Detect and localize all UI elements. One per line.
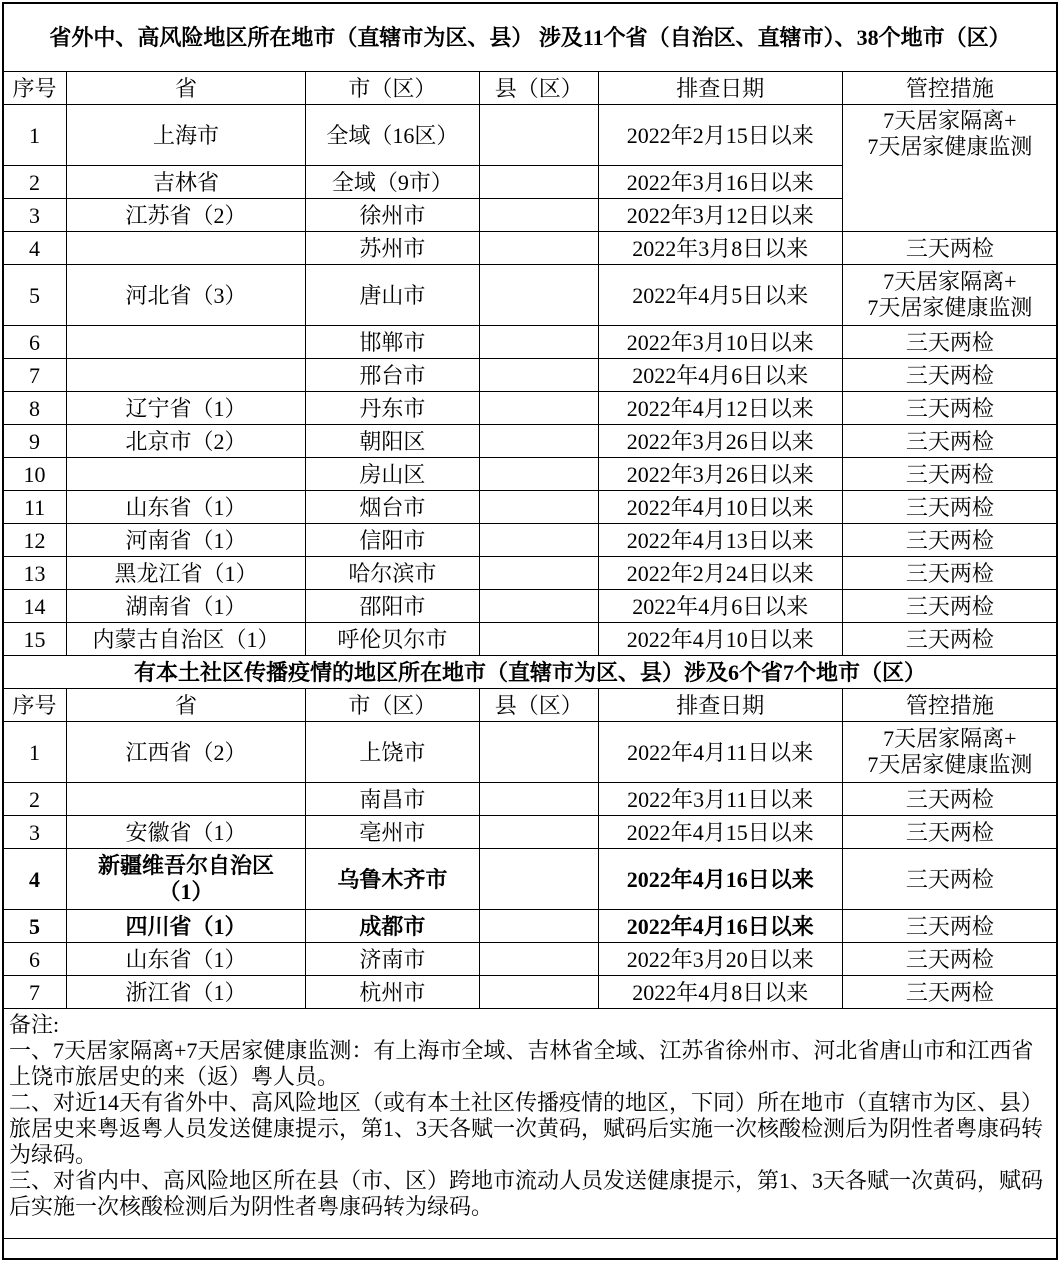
table-row: [3, 943, 1058, 976]
cell-city: 杭州市: [306, 976, 480, 1009]
cell-date: 2022年4月6日以来: [598, 359, 842, 392]
cell-province: 山东省（1）: [67, 491, 306, 524]
cell-no: 14: [3, 590, 67, 623]
cell-date: 2022年4月10日以来: [598, 623, 842, 656]
col-header-county: 县（区）: [479, 72, 598, 105]
cell-measure: 7天居家隔离+ 7天居家健康监测: [842, 105, 1057, 232]
col-header-measure: 管控措施: [842, 72, 1057, 105]
cell-measure: 三天两检: [842, 590, 1057, 623]
cell-province: 河北省（3）: [67, 265, 306, 326]
cell-county: [479, 199, 598, 232]
cell-province: 四川省（1）: [67, 910, 306, 943]
table-row: [3, 491, 1058, 524]
cell-measure: 三天两检: [842, 943, 1057, 976]
cell-province: [67, 232, 306, 265]
cell-province: 江西省（2）: [67, 722, 306, 783]
cell-city: 南昌市: [306, 783, 480, 816]
cell-measure: 三天两检: [842, 557, 1057, 590]
cell-province: 内蒙古自治区（1）: [67, 623, 306, 656]
cell-measure: 三天两检: [842, 910, 1057, 943]
table-row: [3, 458, 1058, 491]
table-row: [3, 105, 1058, 166]
cell-no: 6: [3, 943, 67, 976]
col-header-city: 市（区）: [306, 72, 480, 105]
cell-province: [67, 458, 306, 491]
notes-label: 备注:: [9, 1012, 60, 1037]
cell-county: [479, 359, 598, 392]
table-row: [3, 623, 1058, 656]
cell-city: 烟台市: [306, 491, 480, 524]
cell-county: [479, 105, 598, 166]
cell-city: 济南市: [306, 943, 480, 976]
cell-city: 成都市: [306, 910, 480, 943]
col-header-province: 省: [67, 689, 306, 722]
cell-measure: 7天居家隔离+ 7天居家健康监测: [842, 265, 1057, 326]
cell-date: 2022年2月24日以来: [598, 557, 842, 590]
cell-province: 北京市（2）: [67, 425, 306, 458]
cell-date: 2022年3月11日以来: [598, 783, 842, 816]
cell-no: 15: [3, 623, 67, 656]
cell-measure: 三天两检: [842, 976, 1057, 1009]
cell-province: 浙江省（1）: [67, 976, 306, 1009]
cell-city: 房山区: [306, 458, 480, 491]
cell-county: [479, 722, 598, 783]
cell-county: [479, 491, 598, 524]
note-item-1: 一、7天居家隔离+7天居家健康监测：有上海市全域、吉林省全域、江苏省徐州市、河北省唐山市和江西省上饶市旅居史的来（返）粤人员。: [9, 1038, 1034, 1089]
cell-no: 5: [3, 910, 67, 943]
cell-county: [479, 976, 598, 1009]
cell-measure: 三天两检: [842, 326, 1057, 359]
cell-date: 2022年4月6日以来: [598, 590, 842, 623]
note-item-2: 二、对近14天有省外中、高风险地区（或有本土社区传播疫情的地区，下同）所在地市（直辖市为区、县）旅居史来粤返粤人员发送健康提示，第1、3天各赋一次黄码，赋码后实施一次核酸检测后为阴性者粤康码转为绿码。: [9, 1090, 1044, 1167]
table-row: [3, 392, 1058, 425]
table-row: [3, 590, 1058, 623]
cell-province: 新疆维吾尔自治区 （1）: [67, 849, 306, 910]
notes-row: [3, 1009, 1058, 1239]
cell-city: 哈尔滨市: [306, 557, 480, 590]
cell-city: 邯郸市: [306, 326, 480, 359]
cell-no: 11: [3, 491, 67, 524]
cell-province: 辽宁省（1）: [67, 392, 306, 425]
cell-measure: 7天居家隔离+ 7天居家健康监测: [842, 722, 1057, 783]
cell-no: 13: [3, 557, 67, 590]
cell-province: 上海市: [67, 105, 306, 166]
cell-date: 2022年4月12日以来: [598, 392, 842, 425]
table-row: [3, 816, 1058, 849]
cell-province: 吉林省: [67, 166, 306, 199]
table-row: [3, 849, 1058, 910]
section2-title: 有本土社区传播疫情的地区所在地市（直辖市为区、县）涉及6个省7个地市（区）: [3, 656, 1058, 689]
cell-date: 2022年4月8日以来: [598, 976, 842, 1009]
section1-header-row: [3, 72, 1058, 105]
cell-city: 丹东市: [306, 392, 480, 425]
cell-city: 邵阳市: [306, 590, 480, 623]
cell-county: [479, 265, 598, 326]
cell-date: 2022年4月11日以来: [598, 722, 842, 783]
cell-county: [479, 623, 598, 656]
cell-measure: 三天两检: [842, 816, 1057, 849]
cell-measure: 三天两检: [842, 232, 1057, 265]
cell-county: [479, 392, 598, 425]
cell-city: 朝阳区: [306, 425, 480, 458]
cell-no: 1: [3, 722, 67, 783]
cell-measure: 三天两检: [842, 425, 1057, 458]
cell-province: [67, 326, 306, 359]
cell-no: 7: [3, 359, 67, 392]
col-header-no: 序号: [3, 72, 67, 105]
table-row: [3, 524, 1058, 557]
cell-county: [479, 816, 598, 849]
cell-city: 徐州市: [306, 199, 480, 232]
table-row: [3, 722, 1058, 783]
table-row: [3, 265, 1058, 326]
section2-title-row: [3, 656, 1058, 689]
table-row: [3, 232, 1058, 265]
cell-province: 湖南省（1）: [67, 590, 306, 623]
cell-date: 2022年3月20日以来: [598, 943, 842, 976]
cell-date: 2022年2月15日以来: [598, 105, 842, 166]
cell-county: [479, 326, 598, 359]
col-header-date: 排查日期: [598, 72, 842, 105]
cell-no: 4: [3, 849, 67, 910]
cell-city: 呼伦贝尔市: [306, 623, 480, 656]
cell-measure: 三天两检: [842, 849, 1057, 910]
table-row: [3, 910, 1058, 943]
col-header-no: 序号: [3, 689, 67, 722]
cell-county: [479, 425, 598, 458]
cell-measure: 三天两检: [842, 491, 1057, 524]
cell-date: 2022年4月13日以来: [598, 524, 842, 557]
cell-measure: 三天两检: [842, 623, 1057, 656]
cell-no: 12: [3, 524, 67, 557]
cell-province: [67, 783, 306, 816]
cell-no: 3: [3, 816, 67, 849]
table-row: [3, 425, 1058, 458]
cell-county: [479, 166, 598, 199]
col-header-date: 排查日期: [598, 689, 842, 722]
col-header-province: 省: [67, 72, 306, 105]
cell-no: 5: [3, 265, 67, 326]
cell-city: 苏州市: [306, 232, 480, 265]
note-item-3: 三、对省内中、高风险地区所在县（市、区）跨地市流动人员发送健康提示，第1、3天各赋一次黄码，赋码后实施一次核酸检测后为阴性者粤康码转为绿码。: [9, 1168, 1044, 1219]
cell-county: [479, 943, 598, 976]
section1-title-row: [3, 3, 1058, 72]
cell-city: 乌鲁木齐市: [306, 849, 480, 910]
cell-county: [479, 849, 598, 910]
cell-city: 全域（16区）: [306, 105, 480, 166]
cell-measure: 三天两检: [842, 783, 1057, 816]
cell-no: 9: [3, 425, 67, 458]
cell-city: 全域（9市）: [306, 166, 480, 199]
cell-province: 山东省（1）: [67, 943, 306, 976]
cell-county: [479, 557, 598, 590]
cell-province: 江苏省（2）: [67, 199, 306, 232]
cell-no: 7: [3, 976, 67, 1009]
col-header-city: 市（区）: [306, 689, 480, 722]
cell-date: 2022年3月16日以来: [598, 166, 842, 199]
cell-no: 1: [3, 105, 67, 166]
cell-city: 亳州市: [306, 816, 480, 849]
cell-date: 2022年3月26日以来: [598, 458, 842, 491]
cell-city: 信阳市: [306, 524, 480, 557]
cell-no: 6: [3, 326, 67, 359]
cell-measure: 三天两检: [842, 359, 1057, 392]
cell-no: 10: [3, 458, 67, 491]
cell-date: 2022年3月26日以来: [598, 425, 842, 458]
col-header-county: 县（区）: [479, 689, 598, 722]
col-header-measure: 管控措施: [842, 689, 1057, 722]
table-row: [3, 783, 1058, 816]
cell-county: [479, 458, 598, 491]
cell-measure: 三天两检: [842, 392, 1057, 425]
risk-area-table: [2, 2, 1058, 1239]
cell-date: 2022年3月12日以来: [598, 199, 842, 232]
cell-date: 2022年3月8日以来: [598, 232, 842, 265]
cell-date: 2022年3月10日以来: [598, 326, 842, 359]
section1-title: 省外中、高风险地区所在地市（直辖市为区、县） 涉及11个省（自治区、直辖市）、38个地市（区）: [3, 3, 1058, 72]
cell-no: 8: [3, 392, 67, 425]
cell-no: 3: [3, 199, 67, 232]
cell-measure: 三天两检: [842, 458, 1057, 491]
cell-date: 2022年4月15日以来: [598, 816, 842, 849]
cell-measure: 三天两检: [842, 524, 1057, 557]
cell-county: [479, 232, 598, 265]
cell-date: 2022年4月16日以来: [598, 849, 842, 910]
cell-province: 黑龙江省（1）: [67, 557, 306, 590]
cell-date: 2022年4月5日以来: [598, 265, 842, 326]
cell-city: 唐山市: [306, 265, 480, 326]
cell-county: [479, 590, 598, 623]
cell-no: 4: [3, 232, 67, 265]
cell-city: 邢台市: [306, 359, 480, 392]
table-row: [3, 326, 1058, 359]
section2-header-row: [3, 689, 1058, 722]
cell-county: [479, 783, 598, 816]
cell-date: 2022年4月10日以来: [598, 491, 842, 524]
table-row: [3, 976, 1058, 1009]
cell-date: 2022年4月16日以来: [598, 910, 842, 943]
table-row: [3, 359, 1058, 392]
cell-no: 2: [3, 783, 67, 816]
cell-province: 安徽省（1）: [67, 816, 306, 849]
notes-block: [3, 1009, 1058, 1239]
cell-no: 2: [3, 166, 67, 199]
cell-city: 上饶市: [306, 722, 480, 783]
table-row: [3, 557, 1058, 590]
cell-province: 河南省（1）: [67, 524, 306, 557]
cell-province: [67, 359, 306, 392]
cell-county: [479, 910, 598, 943]
cell-county: [479, 524, 598, 557]
